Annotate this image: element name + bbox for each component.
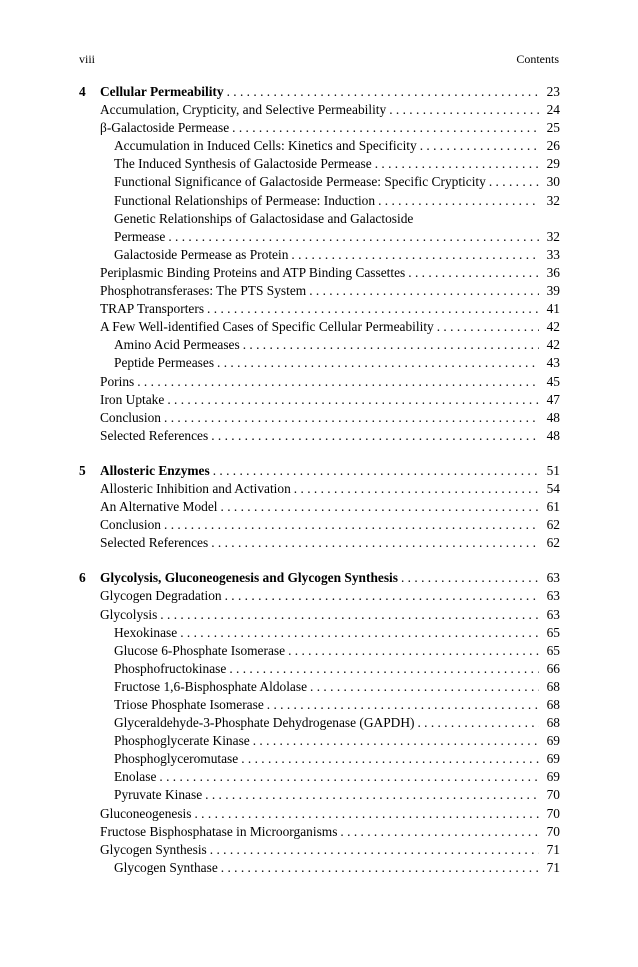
toc-entry-page: 23 (546, 84, 560, 99)
toc-entry-page: 63 (546, 570, 560, 586)
toc-entry[interactable] (79, 498, 560, 516)
toc-entry[interactable] (79, 660, 560, 678)
dot-leader (180, 624, 539, 642)
dot-leader (164, 409, 539, 427)
toc-entry-page: 42 (546, 337, 560, 353)
toc-entry-title: Selected References (100, 427, 209, 443)
dot-leader (241, 750, 539, 768)
toc-entry[interactable] (79, 606, 560, 624)
toc-entry-page: 39 (546, 283, 560, 299)
dot-leader (420, 137, 539, 155)
toc-entry-title: Pyruvate Kinase (114, 787, 203, 803)
toc-entry-title: Fructose 1,6-Bisphosphate Aldolase (114, 678, 308, 694)
toc-entry-title: A Few Well-identified Cases of Specific Cellular Permeability (100, 319, 434, 335)
toc-entry[interactable] (79, 192, 560, 210)
toc-entry-page: 41 (546, 301, 560, 317)
toc-entry[interactable] (79, 246, 560, 264)
toc-entry-title: Phosphoglyceromutase (114, 751, 239, 767)
toc-entry-page: 62 (546, 517, 560, 533)
toc-entry-title: Glucose 6-Phosphate Isomerase (114, 642, 286, 658)
toc-entry-title: Glycogen Degradation (100, 588, 222, 604)
toc-entry[interactable] (79, 696, 560, 714)
toc-entry[interactable] (79, 823, 560, 841)
toc-entry-page: 68 (546, 697, 560, 712)
dot-leader (389, 101, 539, 119)
toc-entry-title: An Alternative Model (100, 499, 218, 515)
toc-entry[interactable] (79, 768, 560, 786)
dot-leader (194, 805, 539, 823)
toc-entry[interactable] (79, 587, 560, 605)
toc-entry-page: 51 (546, 462, 560, 478)
toc-entry[interactable] (79, 624, 560, 642)
toc-entry-page: 69 (546, 733, 560, 749)
toc-entry[interactable] (79, 155, 560, 173)
dot-leader (137, 373, 539, 391)
toc-entry-title: Genetic Relationships of Galactosidase and Galactoside (114, 210, 414, 226)
chapter-heading[interactable] (79, 83, 560, 101)
dot-leader (253, 732, 539, 750)
toc-entry[interactable] (79, 137, 560, 155)
toc-entry-title: TRAP Transporters (100, 301, 205, 317)
chapter-number: 5 (79, 462, 86, 478)
toc-entry[interactable] (79, 786, 560, 804)
toc-entry-page: 48 (546, 409, 560, 425)
toc-entry-title: Selected References (100, 535, 209, 551)
toc-entry-page: 62 (546, 535, 560, 551)
toc-entry[interactable] (79, 228, 560, 246)
toc-entry-page: 47 (546, 391, 560, 407)
dot-leader (217, 354, 539, 372)
running-head-section: Contents (516, 52, 559, 66)
toc-entry[interactable] (79, 859, 560, 877)
toc-entry-title: Permease (114, 228, 166, 244)
toc-entry-page: 69 (546, 769, 560, 785)
dot-leader (288, 642, 539, 660)
dot-leader (221, 859, 539, 877)
toc-entry-page: 43 (546, 355, 560, 371)
toc-entry-title: Hexokinase (114, 624, 178, 640)
toc-entry-title: Fructose Bisphosphatase in Microorganisms (100, 823, 338, 839)
toc-entry[interactable] (79, 516, 560, 534)
toc-entry-page: 61 (546, 499, 560, 515)
toc-entry-title: Glycogen Synthesis (100, 841, 207, 857)
toc-entry-page: 26 (546, 138, 560, 154)
toc-entry-page: 71 (546, 841, 560, 857)
chapter-heading[interactable] (79, 569, 560, 587)
toc-entry-page: 32 (546, 228, 560, 244)
dot-leader (211, 427, 539, 445)
toc-entry-page: 45 (546, 373, 560, 389)
toc-entry[interactable] (79, 173, 560, 191)
toc-entry[interactable] (79, 841, 560, 859)
toc-entry-page: 63 (546, 588, 560, 604)
toc-entry-title: Phosphotransferases: The PTS System (100, 283, 307, 299)
toc-entry-title: Conclusion (100, 409, 162, 425)
toc-entry-title: Porins (100, 373, 135, 389)
toc-entry-page: 48 (546, 427, 560, 443)
toc-entry-title: Iron Uptake (100, 391, 165, 407)
toc-entry[interactable] (79, 732, 560, 750)
dot-leader (340, 823, 539, 841)
toc-entry[interactable] (79, 300, 560, 318)
toc-entry[interactable] (79, 336, 560, 354)
toc-entry[interactable] (79, 678, 560, 696)
toc-entry-title: Periplasmic Binding Proteins and ATP Binding Cassettes (100, 264, 406, 280)
dot-leader (210, 841, 539, 859)
dot-leader (232, 119, 539, 137)
dot-leader (229, 660, 539, 678)
toc-entry-page: 30 (546, 174, 560, 190)
dot-leader (159, 768, 539, 786)
toc-entry[interactable] (79, 642, 560, 660)
chapter-number: 4 (79, 84, 86, 99)
toc-entry-page: 68 (546, 678, 560, 694)
toc-entry-page: 63 (546, 606, 560, 622)
toc-entry-title: Enolase (114, 769, 157, 785)
toc-entry[interactable] (79, 101, 560, 119)
toc-entry-title: Amino Acid Permeases (114, 337, 240, 353)
toc-entry[interactable] (79, 354, 560, 372)
chapter-block (79, 83, 560, 445)
dot-leader (408, 264, 539, 282)
page-folio: viii (79, 52, 96, 66)
dot-leader (378, 192, 539, 210)
dot-leader (310, 678, 539, 696)
dot-leader (417, 714, 539, 732)
dot-leader (168, 228, 539, 246)
toc-entry[interactable] (79, 534, 560, 552)
toc-entry[interactable] (79, 714, 560, 732)
toc-entry-title: Triose Phosphate Isomerase (114, 697, 264, 712)
dot-leader (375, 155, 539, 173)
toc-entry-page: 25 (546, 120, 560, 136)
chapter-heading[interactable] (79, 462, 560, 480)
toc-entry-page: 36 (546, 264, 560, 280)
toc-entry-page: 70 (546, 805, 560, 821)
toc-entry-page: 70 (546, 823, 560, 839)
toc-entry-title: The Induced Synthesis of Galactoside Permease (114, 156, 372, 172)
toc-entry-title: Glyceraldehyde-3-Phosphate Dehydrogenase (GAPDH) (114, 715, 415, 731)
toc-entry-page: 54 (546, 480, 560, 496)
dot-leader (213, 462, 539, 480)
toc-entry-page: 68 (546, 715, 560, 731)
dot-leader (489, 173, 539, 191)
dot-leader (205, 786, 539, 804)
toc-entry-title: Glycolysis (100, 606, 158, 622)
toc-entry-title: Allosteric Inhibition and Activation (100, 480, 291, 496)
dot-leader (211, 534, 539, 552)
table-of-contents (79, 83, 560, 894)
toc-entry[interactable] (79, 750, 560, 768)
toc-entry[interactable] (79, 427, 560, 445)
toc-entry-page: 29 (546, 156, 560, 172)
toc-entry-title: Phosphoglycerate Kinase (114, 733, 250, 749)
toc-entry-page: 33 (546, 246, 560, 262)
toc-entry[interactable] (79, 391, 560, 409)
toc-entry[interactable] (79, 282, 560, 300)
dot-leader (267, 696, 539, 714)
toc-entry-page: 65 (546, 642, 560, 658)
toc-entry-page: 70 (546, 787, 560, 803)
toc-entry-page: 66 (546, 660, 560, 676)
toc-entry-page: 71 (546, 859, 560, 875)
toc-entry-page: 32 (546, 192, 560, 208)
toc-entry-title: Allosteric Enzymes (100, 462, 210, 478)
toc-entry-title: Peptide Permeases (114, 355, 215, 371)
dot-leader (437, 318, 539, 336)
toc-entry-title: Glycolysis, Gluconeogenesis and Glycogen Synthesis (100, 570, 398, 586)
toc-entry-title: Glycogen Synthase (114, 859, 218, 875)
dot-leader (160, 606, 539, 624)
toc-entry-title: Gluconeogenesis (100, 805, 192, 821)
toc-entry-title: Accumulation, Crypticity, and Selective Permeability (100, 102, 387, 118)
toc-entry-title: β-Galactoside Permease (100, 120, 230, 136)
toc-entry-page: 65 (546, 624, 560, 640)
dot-leader (167, 391, 539, 409)
toc-entry-title: Functional Relationships of Permease: Induction (114, 192, 376, 208)
toc-entry[interactable] (79, 409, 560, 427)
dot-leader (207, 300, 539, 318)
toc-entry[interactable] (79, 210, 560, 228)
running-head (79, 52, 559, 67)
toc-entry-title: Conclusion (100, 517, 162, 533)
toc-entry[interactable] (79, 318, 560, 336)
dot-leader (221, 498, 539, 516)
dot-leader (401, 569, 539, 587)
toc-entry-page: 69 (546, 751, 560, 767)
toc-entry[interactable] (79, 805, 560, 823)
chapter-block (79, 569, 560, 877)
chapter-number: 6 (79, 570, 86, 586)
dot-leader (227, 83, 539, 101)
dot-leader (164, 516, 539, 534)
dot-leader (225, 587, 539, 605)
toc-entry[interactable] (79, 480, 560, 498)
dot-leader (243, 336, 539, 354)
toc-entry-page: 24 (546, 102, 560, 118)
toc-entry-page: 42 (546, 319, 560, 335)
toc-entry-title: Functional Significance of Galactoside Permease: Specific Crypticity (114, 174, 486, 190)
toc-entry-title: Cellular Permeability (100, 84, 224, 99)
toc-entry[interactable] (79, 119, 560, 137)
chapter-block (79, 462, 560, 552)
toc-entry[interactable] (79, 264, 560, 282)
toc-entry-title: Accumulation in Induced Cells: Kinetics and Specificity (114, 138, 417, 154)
toc-entry-title: Galactoside Permease as Protein (114, 246, 289, 262)
dot-leader (291, 246, 539, 264)
dot-leader (309, 282, 539, 300)
toc-entry[interactable] (79, 373, 560, 391)
toc-entry-title: Phosphofructokinase (114, 660, 227, 676)
dot-leader (294, 480, 539, 498)
